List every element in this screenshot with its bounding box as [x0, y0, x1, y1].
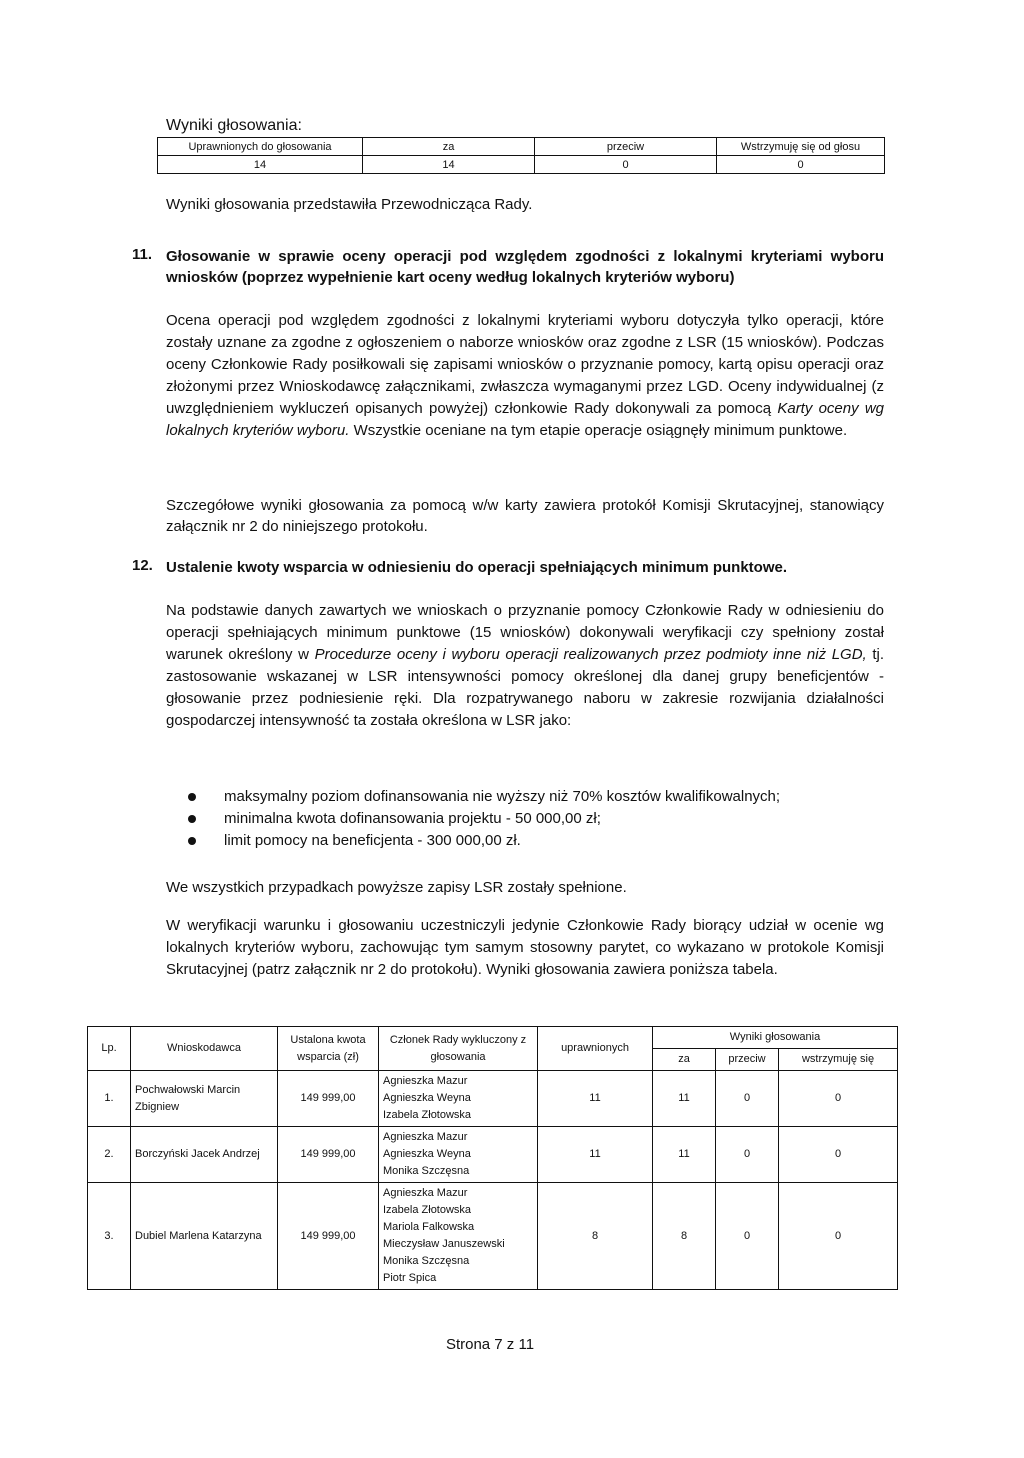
list-item-text: maksymalny poziom dofinansowania nie wyższy niż 70% kosztów kwalifikowalnych; [224, 788, 781, 805]
row-excluded [379, 1127, 538, 1183]
row-eligible: 11 [538, 1127, 653, 1183]
row-abstain: 0 [779, 1071, 898, 1127]
value-za: 14 [363, 156, 535, 174]
member-name: Mariola Falkowska [383, 1221, 475, 1233]
row-applicant: Borczyński Jacek Andrzej [131, 1127, 278, 1183]
row-abstain: 0 [779, 1127, 898, 1183]
row-za: 8 [653, 1183, 716, 1290]
operations-vote-table [87, 1026, 898, 1290]
header-przeciw: przeciw [716, 1049, 779, 1071]
row-przeciw: 0 [716, 1071, 779, 1127]
section-12-text-a: Na podstawie danych zawartych we wnioskach o przyznanie pomocy Członkowie Rady w odniesieniu do operacji spełniających minimum punktowe (15 wniosków) dokonywali weryfikacji czy spełniony został warunek określony w [166, 602, 884, 663]
row-za: 11 [653, 1127, 716, 1183]
row-przeciw: 0 [716, 1183, 779, 1290]
member-name: Agnieszka Mazur [383, 1075, 468, 1087]
bullet-icon [188, 793, 196, 801]
section-11-text-b: Wszystkie oceniane na tym etapie operacje osiągnęły minimum punktowe. [349, 422, 848, 439]
section-12-number: 12. [132, 557, 153, 574]
value-przeciw: 0 [535, 156, 717, 174]
row-za: 11 [653, 1071, 716, 1127]
table-header-row [88, 1027, 898, 1049]
list-item-text: minimalna kwota dofinansowania projektu - 50 000,00 zł; [224, 810, 601, 827]
vote-results-table [157, 137, 885, 174]
header-abstain: wstrzymuję się [779, 1049, 898, 1071]
row-amount: 149 999,00 [278, 1183, 379, 1290]
member-name: Agnieszka Mazur [383, 1187, 468, 1199]
row-amount: 149 999,00 [278, 1071, 379, 1127]
section-12-text-b: tj. zastosowanie wskazanej w LSR intensywności pomocy określonej dla danej grupy beneficjentów - głosowanie przez podniesienie ręki. Dla rozpatrywanego naboru w zakresie rozwijania działalności gospodarczej intensywność ta została określona w LSR jako: [166, 646, 884, 729]
member-name: Monika Szczęsna [383, 1255, 470, 1267]
list-item [188, 808, 780, 830]
row-applicant: Dubiel Marlena Katarzyna [131, 1183, 278, 1290]
header-eligible: uprawnionych [538, 1027, 653, 1071]
section-12-paragraph [166, 600, 884, 732]
intensity-list [188, 786, 780, 852]
bullet-icon [188, 815, 196, 823]
header-za: za [653, 1049, 716, 1071]
row-applicant: Pochwałowski Marcin Zbigniew [131, 1071, 278, 1127]
row-przeciw: 0 [716, 1127, 779, 1183]
member-name: Mieczysław Januszewski [383, 1238, 505, 1250]
row-lp: 3. [88, 1183, 131, 1290]
page-number: Strona 7 z 11 [445, 1336, 535, 1353]
member-name: Monika Szczęsna [383, 1165, 470, 1177]
row-amount: 149 999,00 [278, 1127, 379, 1183]
table-row [88, 1127, 898, 1183]
table-row [158, 156, 885, 174]
section-11-title: Głosowanie w sprawie oceny operacji pod względem zgodności z lokalnymi kryteriami wyboru wniosków (poprzez wypełnienie kart oceny według lokalnych kryteriów wyboru) [166, 248, 884, 286]
header-abstain: Wstrzymuję się od głosu [717, 138, 885, 156]
header-za: za [363, 138, 535, 156]
section-11-text-italic: Karty oceny wg lokalnych kryteriów wyboru. [166, 400, 885, 439]
row-eligible: 8 [538, 1183, 653, 1290]
vote-results-title: Wyniki głosowania: [166, 117, 302, 134]
value-eligible: 14 [158, 156, 363, 174]
header-results: Wyniki głosowania [653, 1027, 898, 1049]
member-name: Piotr Spica [383, 1272, 437, 1284]
section-11-details-paragraph: Szczegółowe wyniki głosowania za pomocą w/w karty zawiera protokół Komisji Skrutacyjnej, stanowiący załącznik nr 2 do niniejszego protokołu. [166, 497, 884, 535]
header-excluded: Członek Rady wykluczony z głosowania [379, 1027, 538, 1071]
member-name: Izabela Złotowska [383, 1204, 472, 1216]
header-przeciw: przeciw [535, 138, 717, 156]
member-name: Agnieszka Mazur [383, 1131, 468, 1143]
row-abstain: 0 [779, 1183, 898, 1290]
table-header-row [158, 138, 885, 156]
header-lp: Lp. [88, 1027, 131, 1071]
header-amount: Ustalona kwota wsparcia (zł) [278, 1027, 379, 1071]
section-12-text-italic: Procedurze oceny i wyboru operacji realizowanych przez podmioty inne niż LGD, [314, 646, 867, 663]
section-11-paragraph [166, 310, 884, 442]
header-applicant: Wnioskodawca [131, 1027, 278, 1071]
row-excluded [379, 1183, 538, 1290]
member-name: Agnieszka Weyna [383, 1092, 471, 1104]
member-name: Agnieszka Weyna [383, 1148, 471, 1160]
verification-paragraph: W weryfikacji warunku i głosowaniu uczestniczyli jedynie Członkowie Rady biorący udział w ocenie wg lokalnych kryteriów wyboru, zachowując tym samym stosowny parytet, co wykazano w protokole Komisji Skrutacyjnej (patrz załącznik nr 2 do protokołu). Wyniki głosowania zawiera poniższa tabela. [166, 917, 884, 978]
list-item-text: limit pomocy na beneficjenta - 300 000,00 zł. [224, 832, 521, 849]
value-abstain: 0 [717, 156, 885, 174]
header-eligible: Uprawnionych do głosowania [158, 138, 363, 156]
row-eligible: 11 [538, 1071, 653, 1127]
row-lp: 1. [88, 1071, 131, 1127]
table-row [88, 1183, 898, 1290]
member-name: Izabela Złotowska [383, 1109, 472, 1121]
list-item [188, 830, 780, 852]
presented-by-text: Wyniki głosowania przedstawiła Przewodnicząca Rady. [166, 196, 533, 213]
conditions-met-text: We wszystkich przypadkach powyższe zapisy LSR zostały spełnione. [166, 879, 627, 896]
section-11-number: 11. [132, 246, 153, 263]
row-excluded [379, 1071, 538, 1127]
bullet-icon [188, 837, 196, 845]
row-lp: 2. [88, 1127, 131, 1183]
list-item [188, 786, 780, 808]
section-11-text-a: Ocena operacji pod względem zgodności z lokalnymi kryteriami wyboru dotyczyła tylko operacji, które zostały uznane za zgodne z ogłoszeniem o naborze wniosków oraz zgodne z LSR (15 wniosków). Podczas oceny Członkowie Rady posiłkowali się zapisami wniosków o przyznanie pomocy, kartą opisu operacji oraz złożonymi przez Wnioskodawcę załącznikami, zwłaszcza wymaganymi przez LGD. Oceny indywidualnej (z uwzględnieniem wykluczeń opisanych powyżej) członkowie Rady dokonywali za pomocą [166, 312, 884, 417]
section-12-title: Ustalenie kwoty wsparcia w odniesieniu do operacji spełniających minimum punktowe. [166, 559, 787, 576]
table-row [88, 1071, 898, 1127]
